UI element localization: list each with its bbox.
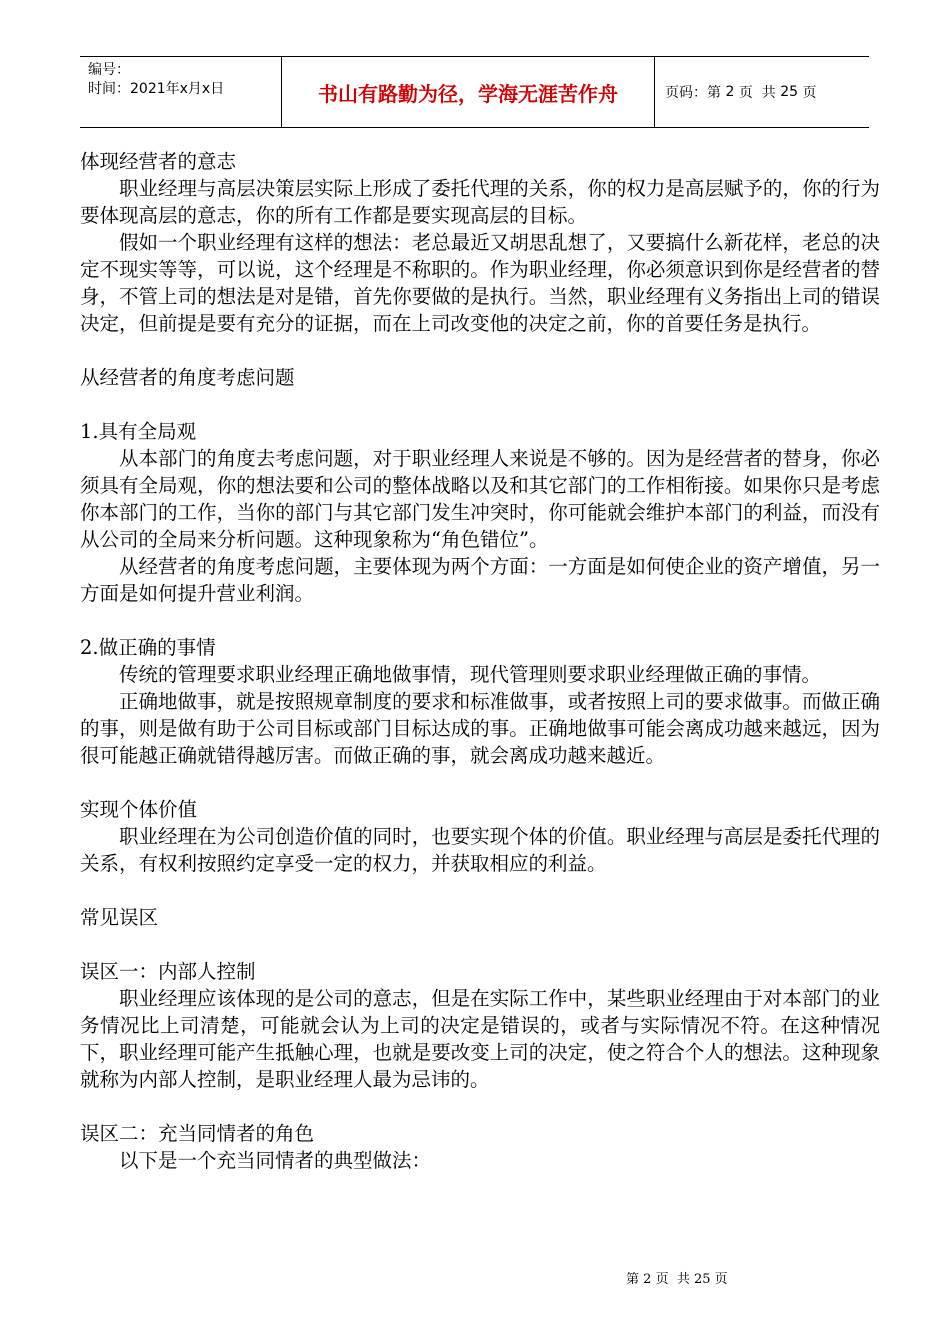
header-meta bbox=[80, 57, 281, 127]
footer-page-number: 2 bbox=[643, 1272, 652, 1287]
doc-time-label: 时间：2021年x月x日 bbox=[88, 81, 225, 97]
document-header bbox=[80, 56, 869, 128]
header-page-info bbox=[655, 57, 869, 127]
page-total: 25 bbox=[780, 84, 799, 100]
paragraph: 传统的管理要求职业经理正确地做事情，现代管理则要求职业经理做正确的事情。 bbox=[119, 663, 822, 686]
page-number: 2 bbox=[725, 84, 735, 100]
header-motto: 书山有路勤为径，学海无涯苦作舟 bbox=[281, 57, 655, 127]
paragraph: 职业经理与高层决策层实际上形成了委托代理的关系，你的权力是高层赋予的，你的行为要体现高层的意志，你的所有工作都是要实现高层的目标。 bbox=[80, 177, 880, 227]
section-heading: 实现个体价值 bbox=[80, 798, 198, 821]
page-footer bbox=[626, 1268, 728, 1287]
page-end-label: 页 bbox=[802, 85, 817, 101]
paragraph: 从经营者的角度考虑问题，主要体现为两个方面：一方面是如何使企业的资产增值，另一方面是如何提升营业利润。 bbox=[80, 555, 880, 605]
section-heading: 体现经营者的意志 bbox=[80, 150, 237, 173]
footer-mid: 页 共 bbox=[655, 1272, 690, 1287]
section-heading: 从经营者的角度考虑问题 bbox=[80, 366, 295, 389]
paragraph: 正确地做事，就是按照规章制度的要求和标准做事，或者按照上司的要求做事。而做正确的事，则是做有助于公司目标或部门目标达成的事。正确地做事可能会离成功越来越远，因为很可能越正确就错得越厉害。而做正确的事，就会离成功越来越近。 bbox=[80, 690, 880, 767]
subsection-heading: 误区一：内部人控制 bbox=[80, 960, 256, 983]
paragraph: 职业经理在为公司创造价值的同时，也要实现个体的价值。职业经理与高层是委托代理的关系，有权利按照约定享受一定的权力，并获取相应的利益。 bbox=[80, 825, 880, 875]
subsection-heading: 1.具有全局观 bbox=[80, 420, 197, 443]
page-label: 页码：第 bbox=[665, 85, 721, 101]
paragraph: 职业经理应该体现的是公司的意志，但是在实际工作中，某些职业经理由于对本部门的业务情况比上司清楚，可能就会认为上司的决定是错误的，或者与实际情况不符。在这种情况下，职业经理可能产生抵触心理，也就是要改变上司的决定，使之符合个人的想法。这种现象就称为内部人控制，是职业经理人最为忌讳的。 bbox=[80, 987, 880, 1091]
document-body bbox=[80, 148, 880, 1174]
paragraph: 假如一个职业经理有这样的想法：老总最近又胡思乱想了，又要搞什么新花样，老总的决定不现实等等，可以说，这个经理是不称职的。作为职业经理，你必须意识到你是经营者的替身，不管上司的想法是对是错，首先你要做的是执行。当然，职业经理有义务指出上司的错误决定，但前提是要有充分的证据，而在上司改变他的决定之前，你的首要任务是执行。 bbox=[80, 231, 880, 335]
section-heading: 常见误区 bbox=[80, 906, 159, 929]
footer-suffix: 页 bbox=[714, 1272, 728, 1287]
subsection-heading: 2.做正确的事情 bbox=[80, 636, 216, 659]
footer-total: 25 bbox=[693, 1272, 711, 1287]
page-mid-label: 页 共 bbox=[738, 85, 776, 101]
paragraph: 以下是一个充当同情者的典型做法： bbox=[119, 1149, 432, 1172]
paragraph: 从本部门的角度去考虑问题，对于职业经理人来说是不够的。因为是经营者的替身，你必须具有全局观，你的想法要和公司的整体战略以及和其它部门的工作相衔接。如果你只是考虑你本部门的工作，当你的部门与其它部门发生冲突时，你可能就会维护本部门的利益，而没有从公司的全局来分析问题。这种现象称为“角色错位”。 bbox=[80, 447, 880, 551]
footer-prefix: 第 bbox=[626, 1272, 640, 1287]
subsection-heading: 误区二：充当同情者的角色 bbox=[80, 1122, 315, 1145]
doc-number-label: 编号： bbox=[88, 62, 130, 78]
